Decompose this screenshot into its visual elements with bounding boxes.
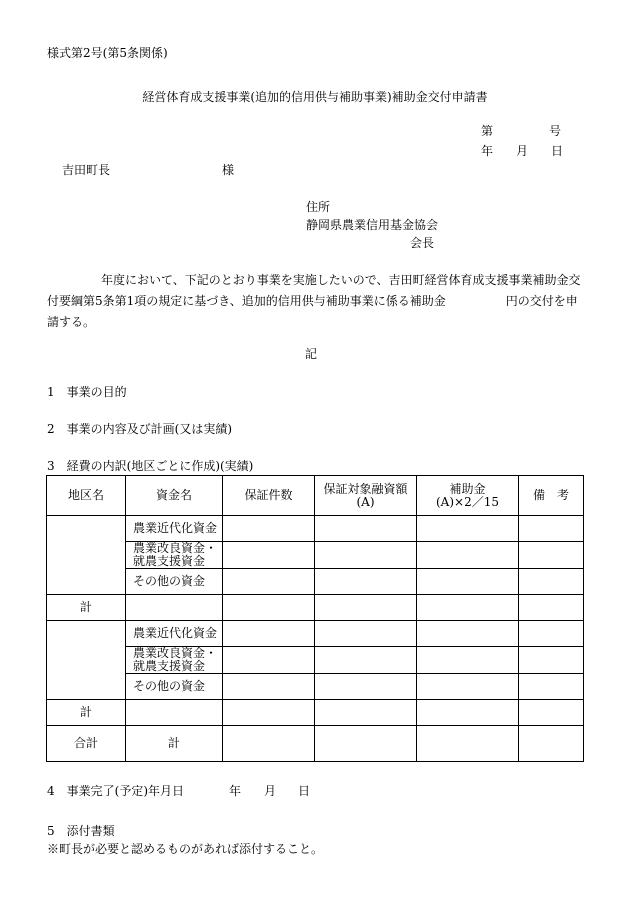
- remarks-cell[interactable]: [519, 569, 584, 595]
- table-subtotal-row: [47, 700, 584, 726]
- applicant-address-label: 住所: [306, 200, 331, 214]
- header-remarks: 備 考: [519, 476, 584, 516]
- header-district: 地区名: [47, 476, 126, 516]
- fund-other: その他の資金: [126, 569, 223, 595]
- table-grand-total-row: [47, 726, 584, 762]
- table-row: [47, 542, 584, 569]
- applicant-organization: 静岡県農業信用基金協会: [306, 218, 439, 232]
- amount-cell[interactable]: [315, 595, 417, 621]
- header-count: 保証件数: [223, 476, 315, 516]
- subtotal-label: 計: [47, 700, 126, 726]
- item-content-heading: 2 事業の内容及び計画(又は実績): [47, 422, 232, 436]
- count-cell[interactable]: [223, 595, 315, 621]
- item-attachments-heading: 5 添付書類: [47, 824, 115, 838]
- count-cell[interactable]: [223, 569, 315, 595]
- form-number: 様式第2号(第5条関係): [47, 46, 168, 60]
- fund-modernization: 農業近代化資金: [126, 516, 223, 542]
- remarks-cell[interactable]: [519, 700, 584, 726]
- header-guaranteed-amount: 保証対象融資額 (A): [315, 476, 417, 516]
- grand-total-label: 合計: [47, 726, 126, 762]
- subtotal-label: 計: [47, 595, 126, 621]
- attachment-note: ※町長が必要と認めるものがあれば添付すること。: [47, 842, 324, 856]
- count-cell[interactable]: [223, 674, 315, 700]
- table-row: [47, 647, 584, 674]
- header-subsidy: 補助金 (A)×2／15: [417, 476, 519, 516]
- expense-breakdown-table: [46, 475, 584, 762]
- count-cell[interactable]: [223, 700, 315, 726]
- fund-modernization: 農業近代化資金: [126, 621, 223, 647]
- addressee-honorific: 様: [222, 163, 235, 177]
- item-purpose-heading: 1 事業の目的: [47, 385, 127, 399]
- subsidy-cell[interactable]: [417, 569, 519, 595]
- count-cell[interactable]: [223, 516, 315, 542]
- date-year-label: 年: [481, 144, 494, 158]
- fund-cell[interactable]: [126, 700, 223, 726]
- table-row: [47, 569, 584, 595]
- body-text-part1: 年度において、下記のとおり事業を実施したいので、吉田町経営体育成支援事業補助金交付要綱第5条第1項の規定に基づき、追加的信用供与補助事業に係る補助金: [47, 273, 581, 308]
- count-cell[interactable]: [223, 621, 315, 647]
- amount-cell[interactable]: [315, 674, 417, 700]
- count-cell[interactable]: [223, 726, 315, 762]
- remarks-cell[interactable]: [519, 542, 584, 569]
- subsidy-cell[interactable]: [417, 595, 519, 621]
- application-body-text: [47, 270, 583, 333]
- ki-heading: 記: [305, 347, 318, 361]
- remarks-cell[interactable]: [519, 674, 584, 700]
- subsidy-cell[interactable]: [417, 542, 519, 569]
- fund-improvement: 農業改良資金・ 就農支援資金: [126, 542, 223, 569]
- fund-cell[interactable]: [126, 595, 223, 621]
- fund-other: その他の資金: [126, 674, 223, 700]
- remarks-cell[interactable]: [519, 647, 584, 674]
- document-number-prefix: 第: [481, 124, 494, 138]
- district-cell[interactable]: [47, 621, 126, 700]
- header-fund: 資金名: [126, 476, 223, 516]
- amount-cell[interactable]: [315, 516, 417, 542]
- date-month-label: 月: [516, 144, 529, 158]
- amount-cell[interactable]: [315, 621, 417, 647]
- fund-improvement: 農業改良資金・ 就農支援資金: [126, 647, 223, 674]
- applicant-role: 会長: [410, 236, 435, 250]
- count-cell[interactable]: [223, 647, 315, 674]
- amount-cell[interactable]: [315, 700, 417, 726]
- subsidy-cell[interactable]: [417, 621, 519, 647]
- remarks-cell[interactable]: [519, 516, 584, 542]
- table-row: [47, 621, 584, 647]
- item-completion-heading: 4 事業完了(予定)年月日: [47, 784, 184, 798]
- addressee-name: 吉田町長: [62, 163, 111, 177]
- subsidy-cell[interactable]: [417, 516, 519, 542]
- remarks-cell[interactable]: [519, 621, 584, 647]
- amount-cell[interactable]: [315, 647, 417, 674]
- amount-cell[interactable]: [315, 726, 417, 762]
- document-number-suffix: 号: [549, 124, 562, 138]
- count-cell[interactable]: [223, 542, 315, 569]
- amount-cell[interactable]: [315, 542, 417, 569]
- subsidy-cell[interactable]: [417, 674, 519, 700]
- completion-year-label: 年: [229, 784, 242, 798]
- grand-total-fund-label: 計: [126, 726, 223, 762]
- table-subtotal-row: [47, 595, 584, 621]
- completion-month-label: 月: [264, 784, 277, 798]
- table-header-row: [47, 476, 584, 516]
- subsidy-cell[interactable]: [417, 647, 519, 674]
- table-row: [47, 674, 584, 700]
- document-title: 経営体育成支援事業(追加的信用供与補助事業)補助金交付申請書: [142, 90, 488, 104]
- subsidy-cell[interactable]: [417, 726, 519, 762]
- amount-cell[interactable]: [315, 569, 417, 595]
- remarks-cell[interactable]: [519, 595, 584, 621]
- subsidy-cell[interactable]: [417, 700, 519, 726]
- remarks-cell[interactable]: [519, 726, 584, 762]
- completion-day-label: 日: [298, 784, 311, 798]
- table-row: [47, 516, 584, 542]
- date-day-label: 日: [551, 144, 564, 158]
- item-expense-heading: 3 経費の内訳(地区ごとに作成)(実績): [47, 459, 254, 473]
- district-cell[interactable]: [47, 516, 126, 595]
- body-text-part2: 円の交付を申請する。: [47, 294, 578, 329]
